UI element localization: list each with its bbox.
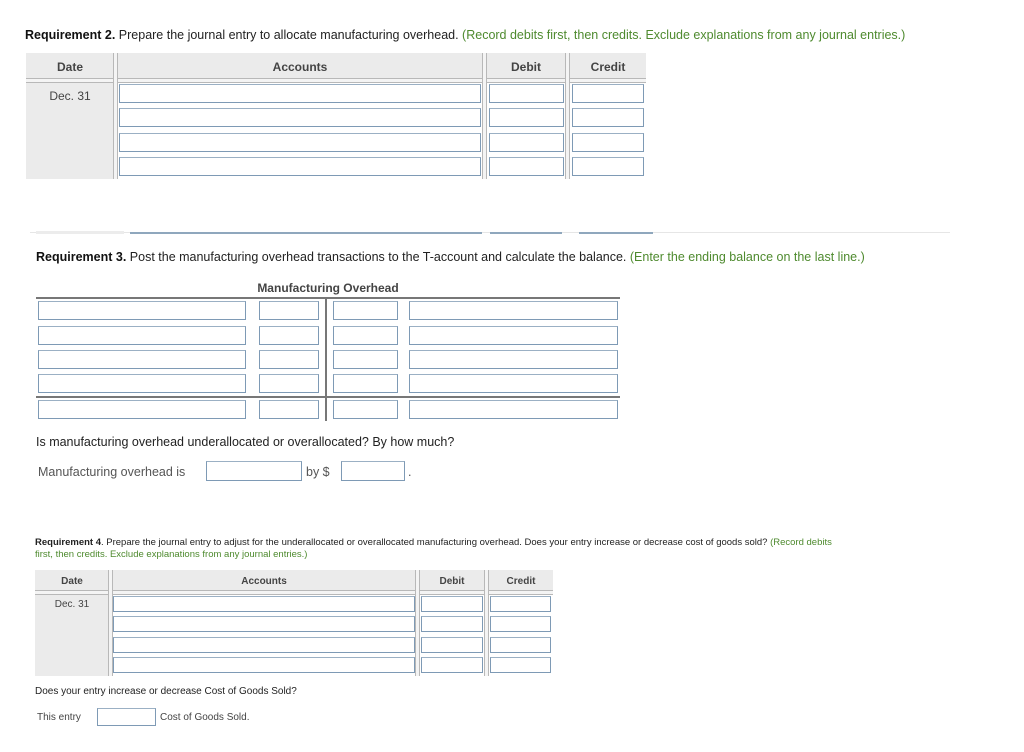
t-account-title: Manufacturing Overhead	[257, 281, 399, 295]
req4-debit-input-4[interactable]	[421, 657, 483, 673]
req4-debit-input-1[interactable]	[421, 596, 483, 612]
req4-header-credit: Credit	[506, 576, 536, 587]
t-account-top-line	[36, 297, 620, 299]
req4-debit-input-3[interactable]	[421, 637, 483, 653]
req3-question: Is manufacturing overhead underallocated or overallocated? By how much?	[36, 435, 455, 449]
req4-header-debit: Debit	[439, 576, 465, 587]
req3-answer-by: by $	[306, 465, 330, 479]
req4-account-input-1[interactable]	[113, 596, 415, 612]
t-left-label-input-3[interactable]	[38, 350, 246, 369]
req3-heading	[36, 250, 865, 264]
req4-header-accounts: Accounts	[241, 576, 287, 587]
t-balance-right-amount-input[interactable]	[333, 400, 398, 419]
req2-account-input-3[interactable]	[119, 133, 481, 152]
req4-title-bold: Requirement 4	[35, 537, 101, 548]
req2-title-bold: Requirement 2.	[25, 28, 116, 42]
t-left-label-input-4[interactable]	[38, 374, 246, 393]
req2-heading	[25, 28, 905, 42]
t-right-amount-input-4[interactable]	[333, 374, 398, 393]
req4-instruction-line1: (Record debits	[767, 537, 832, 548]
divider-remnant-blue-1	[130, 232, 482, 234]
t-left-amount-input-4[interactable]	[259, 374, 319, 393]
req3-title-bold: Requirement 3.	[36, 250, 127, 264]
req4-date-value: Dec. 31	[54, 599, 90, 610]
req2-account-input-1[interactable]	[119, 84, 481, 103]
req4-debit-input-2[interactable]	[421, 616, 483, 632]
t-right-amount-input-1[interactable]	[333, 301, 398, 320]
req2-account-input-2[interactable]	[119, 108, 481, 127]
req2-debit-input-2[interactable]	[489, 108, 564, 127]
overhead-status-input[interactable]	[206, 461, 302, 481]
req4-instruction-line2: first, then credits. Exclude explanations from any journal entries.)	[35, 549, 308, 560]
req2-date-value: Dec. 31	[49, 89, 91, 103]
req2-header-divider	[26, 78, 646, 83]
req4-credit-input-3[interactable]	[490, 637, 551, 653]
req3-answer-suffix: .	[408, 465, 412, 479]
t-balance-left-amount-input[interactable]	[259, 400, 319, 419]
req4-answer-suffix: Cost of Goods Sold.	[160, 712, 250, 723]
req4-header-date: Date	[61, 576, 83, 587]
req2-debit-input-4[interactable]	[489, 157, 564, 176]
req2-debit-input-3[interactable]	[489, 133, 564, 152]
t-right-label-input-1[interactable]	[409, 301, 618, 320]
req2-debit-input-1[interactable]	[489, 84, 564, 103]
t-left-label-input-1[interactable]	[38, 301, 246, 320]
req4-answer-prefix: This entry	[37, 712, 81, 723]
t-balance-left-label-input[interactable]	[38, 400, 246, 419]
divider-remnant-blue-2	[490, 232, 562, 234]
req2-header-date: Date	[56, 60, 83, 74]
req4-credit-input-2[interactable]	[490, 616, 551, 632]
t-right-label-input-3[interactable]	[409, 350, 618, 369]
t-account-balance-line	[36, 396, 620, 398]
divider-remnant-blue-3	[579, 232, 653, 234]
t-right-amount-input-3[interactable]	[333, 350, 398, 369]
t-left-amount-input-1[interactable]	[259, 301, 319, 320]
req4-account-input-3[interactable]	[113, 637, 415, 653]
t-account-vertical-line	[325, 297, 327, 421]
req2-credit-input-4[interactable]	[572, 157, 644, 176]
req4-credit-input-1[interactable]	[490, 596, 551, 612]
divider-remnant-gray	[36, 231, 124, 234]
req2-credit-input-2[interactable]	[572, 108, 644, 127]
req2-credit-input-3[interactable]	[572, 133, 644, 152]
overhead-amount-input[interactable]	[341, 461, 405, 481]
req2-header-accounts: Accounts	[272, 60, 328, 74]
t-balance-right-label-input[interactable]	[409, 400, 618, 419]
t-left-label-input-2[interactable]	[38, 326, 246, 345]
req3-instruction: (Enter the ending balance on the last line.)	[626, 250, 865, 264]
req2-account-input-4[interactable]	[119, 157, 481, 176]
req3-answer-prefix: Manufacturing overhead is	[38, 465, 186, 479]
t-left-amount-input-3[interactable]	[259, 350, 319, 369]
req2-header-credit: Credit	[590, 60, 626, 74]
cogs-effect-input[interactable]	[97, 708, 156, 726]
req2-credit-input-1[interactable]	[572, 84, 644, 103]
req4-account-input-2[interactable]	[113, 616, 415, 632]
req4-heading	[35, 537, 832, 548]
req3-title-text: Post the manufacturing overhead transactions to the T-account and calculate the balance.	[126, 250, 627, 264]
req2-instruction: (Record debits first, then credits. Exclude explanations from any journal entries.)	[458, 28, 906, 42]
req4-credit-input-4[interactable]	[490, 657, 551, 673]
req2-title-text: Prepare the journal entry to allocate manufacturing overhead.	[115, 28, 459, 42]
req4-question: Does your entry increase or decrease Cost of Goods Sold?	[35, 686, 297, 697]
req2-header-debit: Debit	[511, 60, 541, 74]
t-right-amount-input-2[interactable]	[333, 326, 398, 345]
t-right-label-input-2[interactable]	[409, 326, 618, 345]
req4-title-text: . Prepare the journal entry to adjust for the underallocated or overallocated manufacturing overhead. Does your entry increase or decrease cost of goods sold?	[101, 537, 768, 548]
req4-account-input-4[interactable]	[113, 657, 415, 673]
t-right-label-input-4[interactable]	[409, 374, 618, 393]
t-left-amount-input-2[interactable]	[259, 326, 319, 345]
